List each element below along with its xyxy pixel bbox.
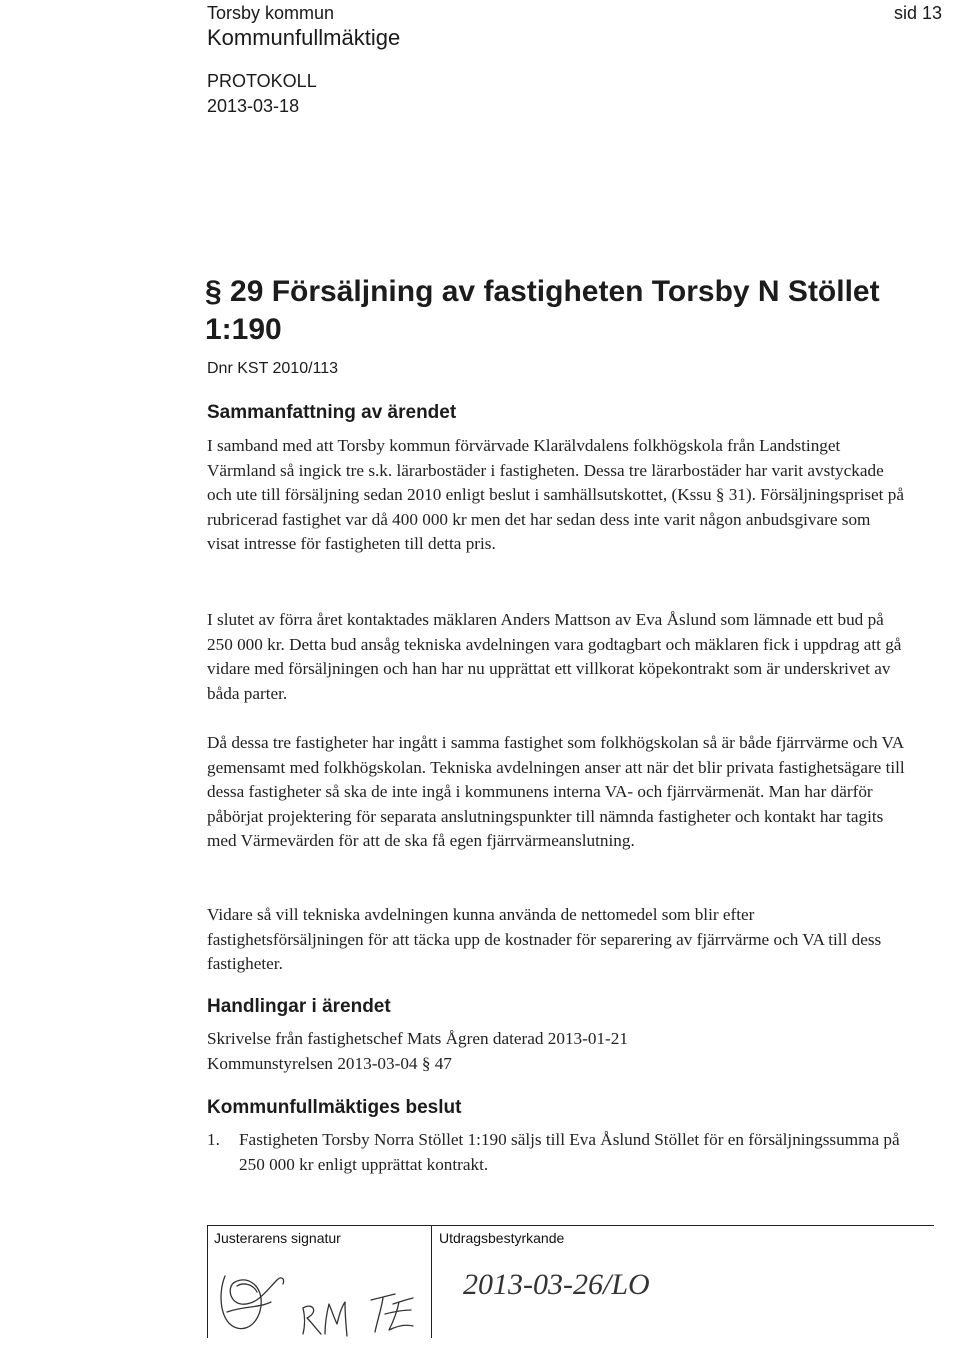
handwritten-date xyxy=(459,1252,659,1312)
section-symbol: § xyxy=(205,275,222,308)
summary-paragraph-1: I samband med att Torsby kommun förvärvade Klarälvdalens folkhögskola från Landstinget Värmland så ingick tre s.k. lärarbostäder i fastigheten. Dessa tre lärarbostäder har varit avstyckade och ute till försäljning sedan 2010 enligt beslut i samhällsutskottet, (Kssu § 31). Försäljningspriset på rubricerad fastighet var då 400 000 kr men det har sedan dess inte varit någon anbudsgivare som visat intresse för fastigheten till detta pris. xyxy=(207,436,904,553)
documents-list xyxy=(207,1027,907,1076)
body-name: Kommunfullmäktige xyxy=(207,25,401,50)
summary-heading: Sammanfattning av ärendet xyxy=(207,402,457,423)
document-type: PROTOKOLL xyxy=(207,71,317,91)
decision-item-number: 1. xyxy=(207,1130,220,1149)
case-number: Dnr KST 2010/113 xyxy=(207,360,339,377)
handwritten-signatures xyxy=(207,1246,431,1338)
decision-item-text: Fastigheten Torsby Norra Stöllet 1:190 säljs till Eva Åslund Stöllet för en försäljningssumma på 250 000 kr enligt upprättat kontrakt. xyxy=(239,1130,900,1174)
signature-box xyxy=(207,1225,934,1338)
section-title-text: 29 Försäljning av fastigheten Torsby N Stöllet 1:190 xyxy=(205,275,880,346)
handwritten-date-text: 2013-03-26/LO xyxy=(463,1268,650,1301)
extract-label: Utdragsbestyrkande xyxy=(439,1230,565,1246)
summary-paragraph-3: Då dessa tre fastigheter har ingått i samma fastighet som folkhögskolan så är både fjärrvärme och VA gemensamt med folkhögskolan. Tekniska avdelningen anser att när det blir privata fastighetsägare till dessa fastigheter så ska de inte ingå i kommunens interna VA- och fjärrvärmenät. Man har därför påbörjat projektering för separata anslutningspunkter till nämnda fastigheter och kontakt har tagits med Värmevärden för att de ska få egen fjärrvärmeanslutning. xyxy=(207,733,905,850)
municipality-name: Torsby kommun xyxy=(207,3,335,23)
documents-heading: Handlingar i ärendet xyxy=(207,996,391,1017)
decision-heading: Kommunfullmäktiges beslut xyxy=(207,1097,462,1118)
document-item: Skrivelse från fastighetschef Mats Ågren daterad 2013-01-21 xyxy=(207,1029,628,1048)
protocol-date: 2013-03-18 xyxy=(207,96,300,116)
decision-item xyxy=(207,1128,907,1177)
summary-paragraph-2: I slutet av förra året kontaktades mäklaren Anders Mattson av Eva Åslund som lämnade ett bud på 250 000 kr. Detta bud ansåg tekniska avdelningen vara godtagbart och mäklaren fick i uppdrag att gå vidare med försäljningen och han har nu upprättat ett villkorat köpekontrakt som är underskrivet av båda parter. xyxy=(207,610,902,703)
section-title xyxy=(205,273,885,349)
page-number: sid 13 xyxy=(894,3,943,23)
signature-box-divider xyxy=(431,1226,432,1338)
signature-label: Justerarens signatur xyxy=(214,1230,341,1246)
document-item: Kommunstyrelsen 2013-03-04 § 47 xyxy=(207,1053,452,1073)
summary-paragraph-4: Vidare så vill tekniska avdelningen kunna använda de nettomedel som blir efter fastighetsförsäljningen för att täcka upp de kostnader för separering av fjärrvärme och VA till dess fastigheter. xyxy=(207,905,882,973)
